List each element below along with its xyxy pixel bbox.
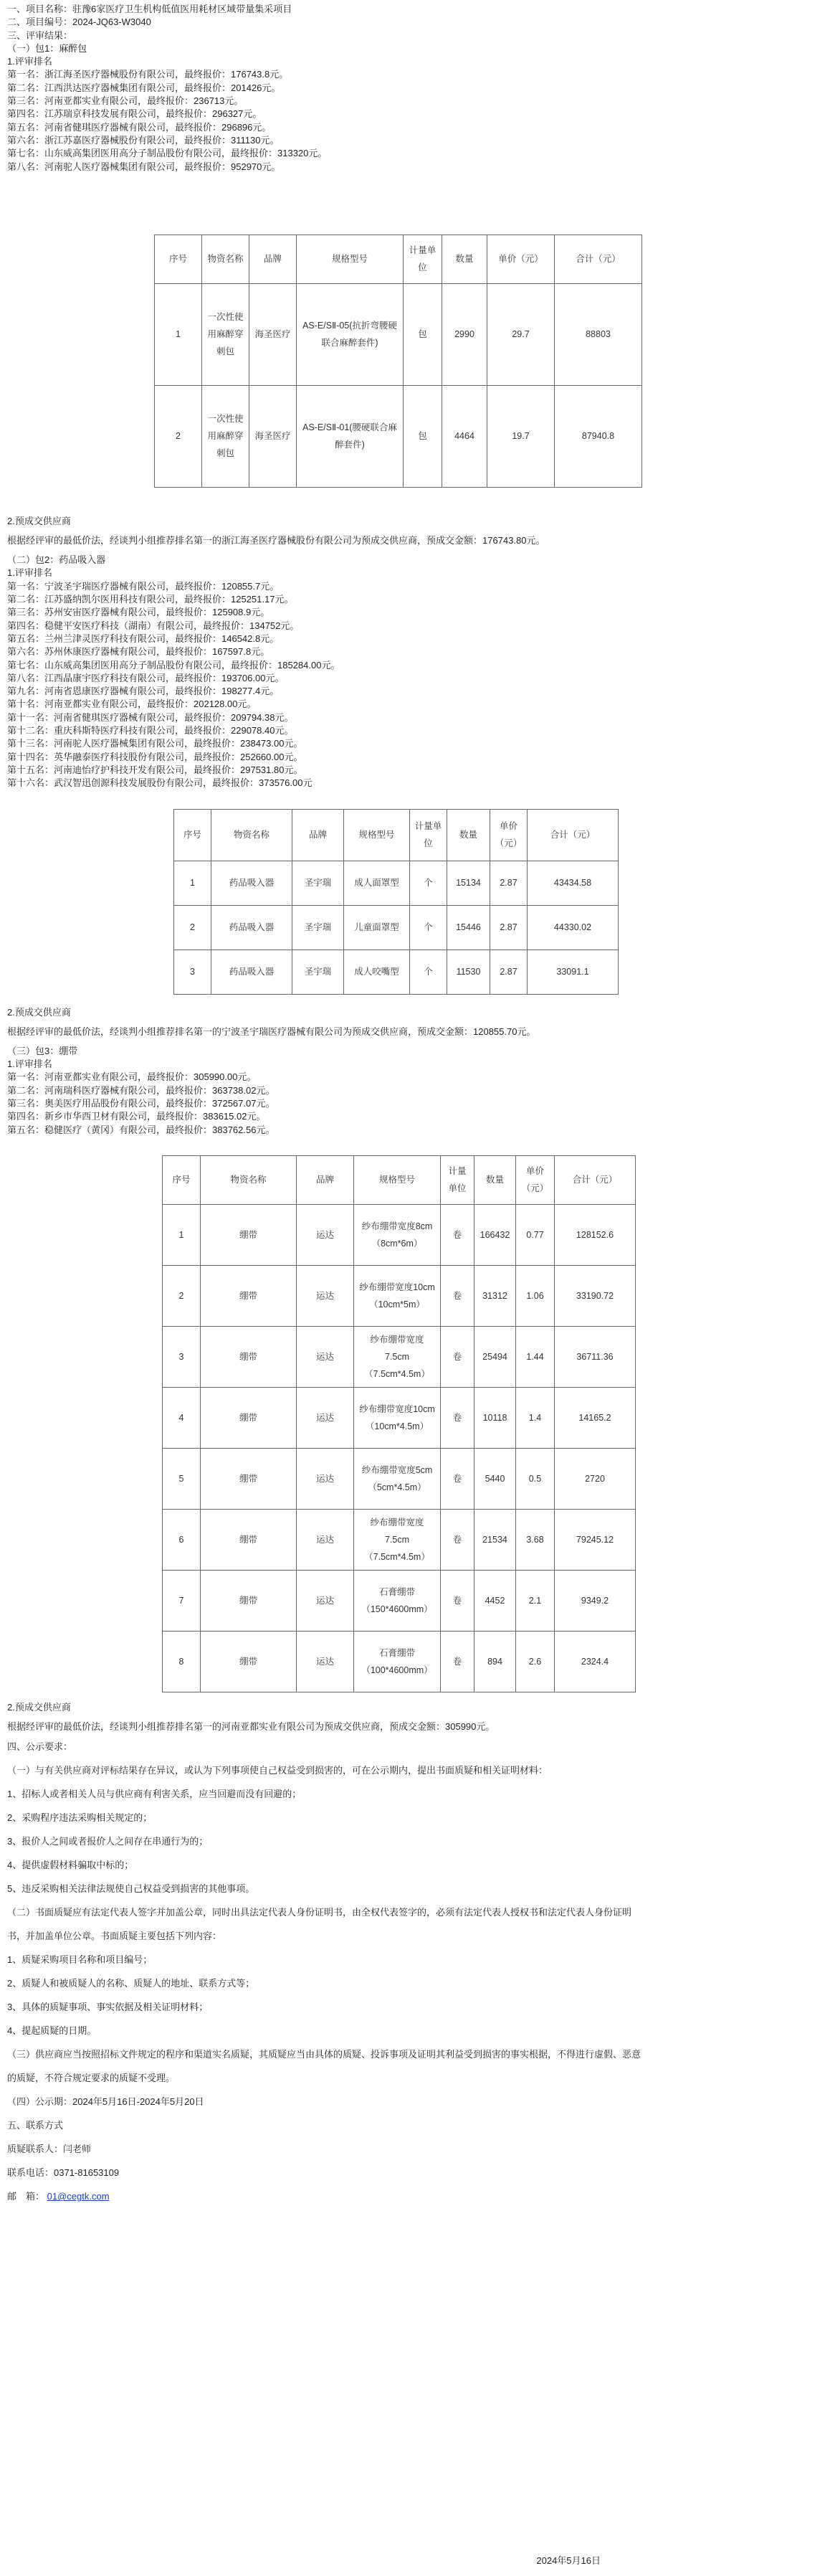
table-cell: 2 xyxy=(174,905,211,950)
table-cell: 包 xyxy=(404,283,442,385)
table-cell: 2.87 xyxy=(490,950,528,994)
ranking-item: 第十六名：武汉智迅创源科技发展股份有限公司，最终报价：373576.00元 xyxy=(7,777,313,789)
table-cell: 128152.6 xyxy=(555,1204,636,1265)
table-header-cell: 规格型号 xyxy=(354,1155,441,1204)
table-row xyxy=(163,1570,636,1631)
table-header-cell: 单价（元） xyxy=(516,1155,555,1204)
contact-email-link[interactable]: 01@cegtk.com xyxy=(47,2191,110,2202)
package-title: （三）包3：绷带 xyxy=(7,1045,78,1056)
table-header-cell: 数量 xyxy=(442,235,487,283)
notice-title: 四、公示要求： xyxy=(7,1741,73,1753)
table-row xyxy=(174,950,619,994)
table-cell: 1 xyxy=(174,861,211,905)
ranking-item: 第四名：稳健平安医疗科技（湖南）有限公司，最终报价：134752元。 xyxy=(7,620,300,631)
table-cell: 4464 xyxy=(442,385,487,487)
table-header-cell: 序号 xyxy=(155,235,202,283)
table-row xyxy=(163,1204,636,1265)
notice-item: 4、提起质疑的日期。 xyxy=(7,2025,97,2037)
notice-p2b: 书，并加盖单位公章。书面质疑主要包括下列内容： xyxy=(7,1931,222,1942)
table-cell: 11530 xyxy=(447,950,490,994)
table-cell: 2720 xyxy=(555,1448,636,1509)
notice-item: 1、质疑采购项目名称和项目编号； xyxy=(7,1954,153,1966)
table-cell: 个 xyxy=(410,905,447,950)
table-row xyxy=(163,1326,636,1387)
table-cell: 5440 xyxy=(474,1448,516,1509)
table-cell: 卷 xyxy=(441,1387,474,1448)
table-cell: 10118 xyxy=(474,1387,516,1448)
table-cell: AS-E/SⅡ-05(抗折弯腰硬联合麻醉套件) xyxy=(297,283,404,385)
table-row xyxy=(174,905,619,950)
table-cell: 个 xyxy=(410,950,447,994)
table-cell: 29.7 xyxy=(487,283,555,385)
table-cell: 15446 xyxy=(447,905,490,950)
table-row xyxy=(163,1631,636,1692)
notice-section xyxy=(7,1736,823,2113)
table-cell: 0.5 xyxy=(516,1448,555,1509)
ranking-item: 第四名：新乡市华西卫材有限公司，最终报价：383615.02元。 xyxy=(7,1111,266,1122)
signature-date: 2024年5月16日 xyxy=(536,2555,601,2566)
table-header-cell: 单价（元） xyxy=(487,235,555,283)
table-cell: 成人咬嘴型 xyxy=(344,950,410,994)
contact-section xyxy=(7,2113,823,2208)
table-header-cell: 序号 xyxy=(163,1155,201,1204)
table-header-cell: 品牌 xyxy=(249,235,297,283)
table-cell: 36711.36 xyxy=(555,1326,636,1387)
pkg3-table xyxy=(162,1155,636,1692)
table-cell: 绷带 xyxy=(201,1387,297,1448)
table-header-row xyxy=(174,809,619,861)
table-header-cell: 数量 xyxy=(474,1155,516,1204)
contact-phone: 联系电话：0371-81653109 xyxy=(7,2167,120,2179)
contact-email-row xyxy=(7,2184,823,2208)
table-cell: 成人面罩型 xyxy=(344,861,410,905)
table-cell: 31312 xyxy=(474,1265,516,1326)
table-header-cell: 规格型号 xyxy=(297,235,404,283)
ranking-item: 第五名：稳健医疗（黄冈）有限公司，最终报价：383762.56元。 xyxy=(7,1124,275,1135)
table-cell: 运达 xyxy=(297,1387,354,1448)
table-cell: 8 xyxy=(163,1631,201,1692)
table-cell: 卷 xyxy=(441,1570,474,1631)
table-cell: 9349.2 xyxy=(555,1570,636,1631)
ranking-item: 第十名：河南亚都实业有限公司，最终报价：202128.00元。 xyxy=(7,699,257,710)
table-cell: 2.87 xyxy=(490,905,528,950)
table-cell: 卷 xyxy=(441,1509,474,1570)
table-cell: 绷带 xyxy=(201,1265,297,1326)
ranking-item: 第三名：苏州安宙医疗器械有限公司，最终报价：125908.9元。 xyxy=(7,607,270,618)
table-cell: 儿童面罩型 xyxy=(344,905,410,950)
table-cell: 药品吸入器 xyxy=(211,861,292,905)
table-cell: 一次性使用麻醉穿刺包 xyxy=(202,385,249,487)
table-cell: 运达 xyxy=(297,1509,354,1570)
ranking-item: 第二名：江苏盛纳凯尔医用科技有限公司，最终报价：125251.17元。 xyxy=(7,594,294,605)
table-cell: 4 xyxy=(163,1387,201,1448)
notice-item: 1、招标人或者相关人员与供应商有利害关系，应当回避而没有回避的； xyxy=(7,1789,302,1800)
supplier-title: 2.预成交供应商 xyxy=(7,515,71,526)
table-cell: 纱布绷带宽度10cm（10cm*4.5m） xyxy=(354,1387,441,1448)
notice-p2a: （二）书面质疑应有法定代表人签字并加盖公章，同时出具法定代表人身份证明书，由全权代表签字的，必须有法定代表人授权书和法定代表人身份证明 xyxy=(7,1907,632,1918)
notice-p3a: （三）供应商应当按照招标文件规定的程序和渠道实名质疑，其质疑应当由具体的质疑、投诉事项及证明其利益受到损害的事实根据，不得进行虚假、恶意 xyxy=(7,2049,641,2060)
package-title: （一）包1：麻醉包 xyxy=(7,42,87,54)
ranking-item: 第七名：山东威高集团医用高分子制品股份有限公司，最终报价：313320元。 xyxy=(7,148,328,159)
table-cell: 33091.1 xyxy=(528,950,619,994)
result-title: 三、评审结果： xyxy=(7,29,73,41)
rankings-list xyxy=(7,1071,823,1136)
table-cell: 运达 xyxy=(297,1265,354,1326)
rank-title: 1.评审排名 xyxy=(7,567,52,579)
notice-p3b: 的质疑，不符合规定要求的质疑不受理。 xyxy=(7,2073,176,2084)
notice-item: 2、质疑人和被质疑人的名称、质疑人的地址、联系方式等； xyxy=(7,1978,255,1989)
ranking-item: 第二名：河南瑞科医疗器械有限公司，最终报价：363738.02元。 xyxy=(7,1084,275,1096)
ranking-item: 第一名：河南亚都实业有限公司，最终报价：305990.00元。 xyxy=(7,1071,257,1083)
notice-item: 3、报价人之间或者报价人之间存在串通行为的； xyxy=(7,1836,209,1847)
ranking-item: 第六名：浙江苏嘉医疗器械股份有限公司，最终报价：311130元。 xyxy=(7,134,280,146)
table-cell: 2 xyxy=(155,385,202,487)
rank-title: 1.评审排名 xyxy=(7,56,52,67)
table-cell: 3 xyxy=(174,950,211,994)
ranking-item: 第一名：浙江海圣医疗器械股份有限公司，最终报价：176743.8元。 xyxy=(7,69,289,80)
package-1-section xyxy=(7,42,823,554)
table-cell: AS-E/SⅡ-01(腰硬联合麻醉套件) xyxy=(297,385,404,487)
table-cell: 33190.72 xyxy=(555,1265,636,1326)
ranking-item: 第十三名：河南驼人医疗器械集团有限公司，最终报价：238473.00元。 xyxy=(7,738,303,749)
pkg2-table xyxy=(173,809,619,995)
ranking-item: 第三名：奥美医疗用品股份有限公司，最终报价：372567.07元。 xyxy=(7,1097,275,1109)
table-cell: 2.6 xyxy=(516,1631,555,1692)
table-cell: 绷带 xyxy=(201,1509,297,1570)
table-cell: 纱布绷带宽度10cm（10cm*5m） xyxy=(354,1265,441,1326)
table-cell: 2.87 xyxy=(490,861,528,905)
table-cell: 圣宇瑞 xyxy=(292,861,344,905)
table-cell: 纱布绷带宽度7.5cm（7.5cm*4.5m） xyxy=(354,1509,441,1570)
table-cell: 卷 xyxy=(441,1631,474,1692)
table-cell: 圣宇瑞 xyxy=(292,950,344,994)
table-cell: 一次性使用麻醉穿刺包 xyxy=(202,283,249,385)
ranking-item: 第三名：河南亚都实业有限公司，最终报价：236713元。 xyxy=(7,95,244,107)
table-cell: 7 xyxy=(163,1570,201,1631)
table-cell: 石膏绷带（150*4600mm） xyxy=(354,1570,441,1631)
notice-p4: （四）公示期：2024年5月16日-2024年5月20日 xyxy=(7,2096,204,2108)
ranking-item: 第八名：河南驼人医疗器械集团有限公司，最终报价：952970元。 xyxy=(7,161,281,172)
table-cell: 3.68 xyxy=(516,1509,555,1570)
table-row xyxy=(155,283,642,385)
table-header-cell: 合计（元） xyxy=(528,809,619,861)
supplier-text: 根据经评审的最低价法，经谈判小组推荐排名第一的宁波圣宇瑞医疗器械有限公司为预成交供应商，预成交金额：120855.70元。 xyxy=(7,1026,536,1037)
notice-list xyxy=(7,1782,823,1900)
table-cell: 1.44 xyxy=(516,1326,555,1387)
package-2-section xyxy=(7,554,823,1045)
table-header-cell: 计量单位 xyxy=(410,809,447,861)
notice-item: 4、提供虚假材料骗取中标的； xyxy=(7,1860,134,1871)
ranking-item: 第二名：江西洪达医疗器械集团有限公司，最终报价：201426元。 xyxy=(7,82,281,93)
ranking-item: 第十一名：河南省健琪医疗器械有限公司，最终报价：209794.38元。 xyxy=(7,711,294,723)
table-cell: 15134 xyxy=(447,861,490,905)
contact-title: 五、联系方式 xyxy=(7,2120,64,2131)
table-cell: 包 xyxy=(404,385,442,487)
table-row xyxy=(163,1265,636,1326)
table-cell: 卷 xyxy=(441,1326,474,1387)
table-cell: 19.7 xyxy=(487,385,555,487)
ranking-item: 第十五名：河南迪怡疗护科技开发有限公司，最终报价：297531.80元。 xyxy=(7,764,303,775)
table-cell: 2324.4 xyxy=(555,1631,636,1692)
table-cell: 43434.58 xyxy=(528,861,619,905)
ranking-item: 第五名：河南省健琪医疗器械有限公司，最终报价：296896元。 xyxy=(7,121,272,133)
table-cell: 166432 xyxy=(474,1204,516,1265)
supplier-title: 2.预成交供应商 xyxy=(7,1006,71,1018)
table-cell: 894 xyxy=(474,1631,516,1692)
rankings-list xyxy=(7,580,823,790)
table-header-cell: 计量单位 xyxy=(404,235,442,283)
ranking-item: 第一名：宁波圣宇瑞医疗器械有限公司，最终报价：120855.7元。 xyxy=(7,580,280,592)
table-cell: 14165.2 xyxy=(555,1387,636,1448)
pkg1-table xyxy=(154,235,642,488)
table-cell: 5 xyxy=(163,1448,201,1509)
package-3-section xyxy=(7,1045,823,1740)
table-cell: 运达 xyxy=(297,1448,354,1509)
contact-email-label: 邮 箱： xyxy=(7,2191,45,2202)
table-header-cell: 品牌 xyxy=(297,1155,354,1204)
table-cell: 绷带 xyxy=(201,1204,297,1265)
table-row xyxy=(155,385,642,487)
table-cell: 运达 xyxy=(297,1326,354,1387)
table-row xyxy=(174,861,619,905)
table-cell: 个 xyxy=(410,861,447,905)
table-header-cell: 合计（元） xyxy=(555,235,642,283)
ranking-item: 第十四名：英华融泰医疗科技股份有限公司，最终报价：252660.00元。 xyxy=(7,751,303,762)
table-cell: 44330.02 xyxy=(528,905,619,950)
table-header-cell: 规格型号 xyxy=(344,809,410,861)
table-cell: 4452 xyxy=(474,1570,516,1631)
ranking-item: 第十二名：重庆科斯特医疗科技有限公司，最终报价：229078.40元。 xyxy=(7,725,294,737)
table-cell: 21534 xyxy=(474,1509,516,1570)
table-cell: 2 xyxy=(163,1265,201,1326)
table-row xyxy=(163,1509,636,1570)
rankings-list xyxy=(7,68,823,173)
ranking-item: 第八名：江西晶康宇医疗科技有限公司，最终报价：193706.00元。 xyxy=(7,672,285,683)
table-cell: 卷 xyxy=(441,1204,474,1265)
table-cell: 运达 xyxy=(297,1631,354,1692)
table-cell: 药品吸入器 xyxy=(211,950,292,994)
table-cell: 25494 xyxy=(474,1326,516,1387)
table-cell: 87940.8 xyxy=(555,385,642,487)
header-section xyxy=(7,3,823,42)
table-header-cell: 单价（元） xyxy=(490,809,528,861)
table-cell: 卷 xyxy=(441,1265,474,1326)
table-cell: 运达 xyxy=(297,1204,354,1265)
table-cell: 卷 xyxy=(441,1448,474,1509)
ranking-item: 第五名：兰州兰津灵医疗科技有限公司，最终报价：146542.8元。 xyxy=(7,633,280,644)
table-header-cell: 物资名称 xyxy=(202,235,249,283)
notice-item: 2、采购程序违法采购相关规定的； xyxy=(7,1812,153,1824)
supplier-text: 根据经评审的最低价法，经谈判小组推荐排名第一的浙江海圣医疗器械股份有限公司为预成交供应商，预成交金额：176743.80元。 xyxy=(7,535,545,546)
table-cell: 石膏绷带（100*4600mm） xyxy=(354,1631,441,1692)
ranking-item: 第六名：苏州休康医疗器械有限公司，最终报价：167597.8元。 xyxy=(7,646,270,658)
table-cell: 3 xyxy=(163,1326,201,1387)
table-header-cell: 物资名称 xyxy=(201,1155,297,1204)
table-cell: 6 xyxy=(163,1509,201,1570)
table-cell: 海圣医疗 xyxy=(249,385,297,487)
table-cell: 纱布绷带宽度7.5cm（7.5cm*4.5m） xyxy=(354,1326,441,1387)
table-cell: 2.1 xyxy=(516,1570,555,1631)
table-cell: 79245.12 xyxy=(555,1509,636,1570)
table-cell: 1.06 xyxy=(516,1265,555,1326)
table-header-cell: 品牌 xyxy=(292,809,344,861)
supplier-title: 2.预成交供应商 xyxy=(7,1701,71,1713)
contact-person: 质疑联系人：闫老师 xyxy=(7,2144,92,2155)
table-cell: 88803 xyxy=(555,283,642,385)
table-header-row xyxy=(163,1155,636,1204)
table-cell: 纱布绷带宽度5cm（5cm*4.5m） xyxy=(354,1448,441,1509)
supplier-text: 根据经评审的最低价法，经谈判小组推荐排名第一的河南亚都实业有限公司为预成交供应商，预成交金额：305990元。 xyxy=(7,1721,495,1733)
notice-list xyxy=(7,1948,823,2042)
rank-title: 1.评审排名 xyxy=(7,1059,52,1070)
table-row xyxy=(163,1387,636,1448)
table-cell: 1.4 xyxy=(516,1387,555,1448)
table-cell: 1 xyxy=(155,283,202,385)
table-cell: 2990 xyxy=(442,283,487,385)
notice-p1: （一）与有关供应商对评标结果存在异议，或认为下列事项使自己权益受到损害的，可在公示期内，提出书面质疑和相关证明材料： xyxy=(7,1765,548,1776)
table-cell: 绷带 xyxy=(201,1326,297,1387)
table-header-cell: 物资名称 xyxy=(211,809,292,861)
table-cell: 纱布绷带宽度8cm（8cm*6m） xyxy=(354,1204,441,1265)
table-cell: 0.77 xyxy=(516,1204,555,1265)
table-cell: 1 xyxy=(163,1204,201,1265)
notice-item: 3、具体的质疑事项、事实依据及相关证明材料； xyxy=(7,2002,209,2013)
table-header-cell: 数量 xyxy=(447,809,490,861)
table-cell: 运达 xyxy=(297,1570,354,1631)
table-header-row xyxy=(155,235,642,283)
project-name: 一、项目名称：驻豫6家医疗卫生机构低值医用耗材区域带量集采项目 xyxy=(7,4,292,14)
notice-item: 5、违反采购相关法律法规使自己权益受到损害的其他事项。 xyxy=(7,1883,255,1895)
ranking-item: 第七名：山东威高集团医用高分子制品股份有限公司，最终报价：185284.00元。 xyxy=(7,659,340,671)
table-header-cell: 序号 xyxy=(174,809,211,861)
table-cell: 圣宇瑞 xyxy=(292,905,344,950)
table-header-cell: 计量单位 xyxy=(441,1155,474,1204)
ranking-item: 第四名：江苏瑞京科技发展有限公司，最终报价：296327元。 xyxy=(7,108,262,120)
table-cell: 绷带 xyxy=(201,1448,297,1509)
package-title: （二）包2：药品吸入器 xyxy=(7,554,106,566)
table-cell: 绷带 xyxy=(201,1570,297,1631)
table-cell: 海圣医疗 xyxy=(249,283,297,385)
table-header-cell: 合计（元） xyxy=(555,1155,636,1204)
table-cell: 药品吸入器 xyxy=(211,905,292,950)
table-row xyxy=(163,1448,636,1509)
project-number: 二、项目编号：2024-JQ63-W3040 xyxy=(7,16,151,28)
ranking-item: 第九名：河南省恩康医疗器械有限公司，最终报价：198277.4元。 xyxy=(7,686,280,697)
table-cell: 绷带 xyxy=(201,1631,297,1692)
